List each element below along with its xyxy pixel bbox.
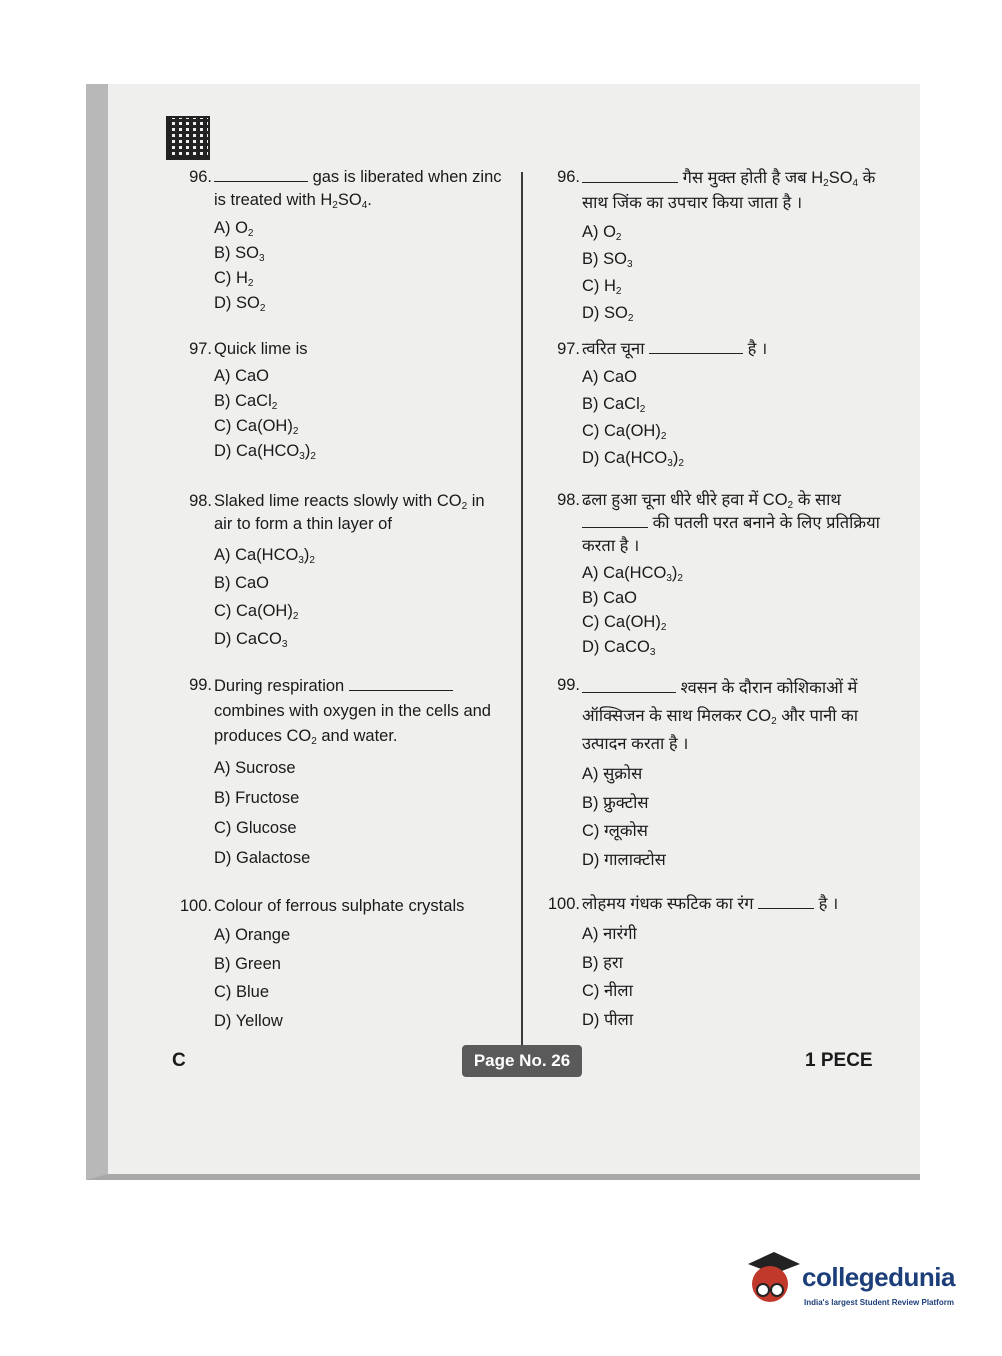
question-98-hi — [540, 489, 880, 659]
question-text: त्वरित चूना है । — [582, 340, 768, 358]
question-96-hi — [540, 166, 880, 327]
option-c: C) ग्लूकोस — [582, 822, 648, 840]
option-c: C) $Ca(OH)_2$ — [214, 417, 299, 437]
question-number: 97. — [557, 340, 580, 358]
answer-blank — [582, 168, 678, 183]
page-number-badge: Page No. 26 — [462, 1045, 582, 1077]
column-divider — [521, 172, 523, 1046]
option-a: A) CaO — [582, 368, 638, 386]
answer-blank — [214, 167, 308, 182]
answer-blank — [649, 339, 743, 354]
question-text: During respiration combines with oxygen in the cells and produces $CO_2$ and water. — [214, 677, 491, 747]
question-number: 97. — [189, 340, 212, 358]
option-b: B) $SO_3$ — [214, 244, 265, 264]
option-d: D) $SO_2$ — [582, 304, 634, 324]
option-a: A) $O_2$ — [214, 219, 254, 239]
option-a: A) Sucrose — [214, 759, 296, 777]
option-a: A) $Ca(HCO_3)_2$ — [582, 564, 683, 584]
option-c: C) Blue — [214, 983, 270, 1001]
option-d: D) पीला — [582, 1010, 634, 1029]
option-d: D) Yellow — [214, 1011, 283, 1030]
question-100-en — [172, 895, 507, 1035]
question-97-en — [172, 338, 507, 464]
option-b: B) Green — [214, 954, 281, 973]
question-number: 100. — [179, 897, 212, 915]
option-b: B) CaO — [582, 588, 638, 607]
question-number: 99. — [189, 676, 212, 694]
question-number: 96. — [189, 168, 212, 186]
option-b: B) $SO_3$ — [582, 250, 633, 270]
answer-blank — [582, 513, 648, 528]
brand-name: collegedunia — [802, 1262, 955, 1292]
option-c: C) Glucose — [214, 819, 297, 837]
option-d: D) CaCO$_3$ — [214, 630, 288, 650]
question-number: 96. — [557, 168, 580, 186]
option-b: B) CaCl$_2$ — [214, 392, 278, 412]
question-99-en — [172, 674, 507, 873]
question-96-en — [172, 166, 507, 316]
option-c: C) $H_2$ — [214, 269, 254, 289]
question-number: 98. — [189, 492, 212, 510]
collegedunia-logo[interactable] — [744, 1248, 974, 1318]
option-b: B) हरा — [582, 953, 623, 972]
answer-blank — [582, 678, 676, 693]
exam-code: 1 PECE — [805, 1050, 873, 1071]
question-text: gas is liberated when zinc is treated with $H_2SO_4$. — [214, 168, 502, 211]
question-text: Colour of ferrous sulphate crystals — [214, 897, 465, 915]
option-d: D) $SO_2$ — [214, 294, 266, 314]
question-text: ढला हुआ चूना धीरे धीरे हवा में $CO_2$ के साथ की पतली परत बनाने के लिए प्रतिक्रिया करता है । — [582, 491, 880, 555]
option-c: C) $H_2$ — [582, 277, 622, 297]
option-a: A) सुक्रोस — [582, 765, 643, 783]
mascot-icon — [744, 1248, 800, 1314]
answer-blank — [349, 676, 453, 691]
question-text: गैस मुक्त होती है जब $H_2SO_4$ के साथ जिंक का उपचार किया जाता है । — [582, 169, 876, 212]
question-number: 99. — [557, 676, 580, 694]
question-98-en — [172, 490, 507, 653]
option-a: A) $O_2$ — [582, 223, 622, 243]
booklet-series: C — [172, 1050, 186, 1071]
option-c: C) $Ca(OH)_2$ — [214, 602, 299, 622]
question-text: लोहमय गंधक स्फटिक का रंग है । — [582, 895, 839, 913]
option-d: D) $Ca(HCO_3)_2$ — [214, 442, 316, 462]
option-d: D) Galactose — [214, 849, 311, 867]
option-a: A) Orange — [214, 926, 291, 944]
option-b: B) CaCl$_2$ — [582, 395, 646, 415]
option-d: D) $Ca(HCO_3)_2$ — [582, 449, 684, 469]
option-c: C) नीला — [582, 982, 633, 1000]
question-number: 100. — [547, 895, 580, 913]
option-d: D) CaCO$_3$ — [582, 637, 656, 658]
option-b: B) CaO — [214, 574, 270, 592]
answer-blank — [758, 894, 814, 909]
option-a: A) $Ca(HCO_3)_2$ — [214, 546, 315, 566]
option-a: A) नारंगी — [582, 925, 637, 943]
option-a: A) CaO — [214, 367, 270, 385]
question-text: श्वसन के दौरान कोशिकाओं में ऑक्सिजन के साथ मिलकर $CO_2$ और पानी का उत्पादन करता है । — [582, 679, 859, 753]
brand-tagline: India's largest Student Review Platform — [804, 1298, 954, 1307]
question-number: 98. — [557, 491, 580, 509]
qr-code-icon — [168, 118, 208, 158]
option-b: B) Fructose — [214, 789, 300, 807]
question-text: Quick lime is — [214, 340, 308, 358]
question-99-hi — [540, 674, 880, 874]
question-100-hi — [540, 893, 880, 1034]
option-d: D) गालाक्टोस — [582, 850, 666, 869]
option-b: B) फ्रुक्टोस — [582, 793, 649, 812]
option-c: C) $Ca(OH)_2$ — [582, 422, 667, 442]
option-c: C) $Ca(OH)_2$ — [582, 613, 667, 633]
question-text: Slaked lime reacts slowly with $CO_2$ in air to form a thin layer of — [214, 492, 485, 533]
question-97-hi — [540, 338, 880, 472]
